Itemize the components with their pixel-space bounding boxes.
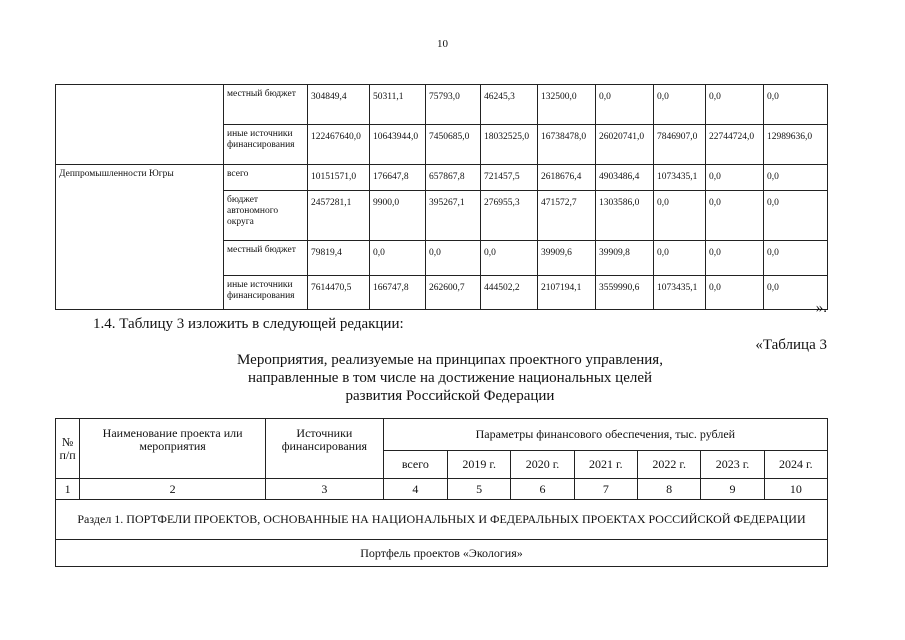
section-title: Раздел 1. ПОРТФЕЛИ ПРОЕКТОВ, ОСНОВАННЫЕ НА НАЦИОНАЛЬНЫХ И ФЕДЕРАЛЬНЫХ ПРОЕКТАХ РОССИЙСКОЙ ФЕДЕРАЦИИ (56, 500, 828, 540)
value-cell: 657867,8 (426, 165, 481, 191)
table-label: «Таблица 3 (755, 337, 827, 353)
value-cell: 304849,4 (308, 85, 370, 125)
header-year: 2024 г. (764, 451, 827, 479)
header-year: 2022 г. (638, 451, 701, 479)
header-year: 2019 г. (448, 451, 511, 479)
value-cell: 0,0 (764, 165, 828, 191)
header-year: 2021 г. (574, 451, 637, 479)
source-cell: бюджет автономного округа (224, 191, 308, 241)
value-cell: 18032525,0 (481, 125, 538, 165)
value-cell: 721457,5 (481, 165, 538, 191)
amendment-item-title: 1.4. Таблицу 3 изложить в следующей редакции: (93, 316, 404, 332)
closing-quote: ». (815, 300, 827, 316)
portfolio-row (56, 540, 828, 567)
value-cell: 1073435,1 (654, 276, 706, 310)
value-cell: 7846907,0 (654, 125, 706, 165)
value-cell: 22744724,0 (706, 125, 764, 165)
value-cell: 9900,0 (370, 191, 426, 241)
table-heading-line: Мероприятия, реализуемые на принципах проектного управления, (237, 352, 663, 368)
column-number: 3 (266, 479, 384, 500)
financing-table-top (55, 84, 828, 310)
value-cell: 39909,6 (538, 241, 596, 276)
header-year: 2023 г. (701, 451, 764, 479)
table-heading (150, 351, 750, 405)
value-cell: 444502,2 (481, 276, 538, 310)
value-cell: 0,0 (706, 85, 764, 125)
value-cell: 0,0 (596, 85, 654, 125)
value-cell: 0,0 (706, 241, 764, 276)
value-cell: 132500,0 (538, 85, 596, 125)
value-cell: 122467640,0 (308, 125, 370, 165)
column-number: 9 (701, 479, 764, 500)
value-cell: 3559990,6 (596, 276, 654, 310)
page-number: 10 (437, 38, 448, 50)
value-cell: 7614470,5 (308, 276, 370, 310)
value-cell: 2107194,1 (538, 276, 596, 310)
value-cell: 0,0 (654, 191, 706, 241)
value-cell: 0,0 (654, 241, 706, 276)
table-heading-line: развития Российской Федерации (345, 388, 555, 404)
value-cell: 471572,7 (538, 191, 596, 241)
value-cell: 46245,3 (481, 85, 538, 125)
value-cell: 0,0 (654, 85, 706, 125)
source-cell: всего (224, 165, 308, 191)
source-cell: иные источники финансирования (224, 276, 308, 310)
source-cell: иные источники финансирования (224, 125, 308, 165)
table-heading-line: направленные в том числе на достижение национальных целей (247, 370, 653, 386)
header-row (56, 419, 828, 451)
value-cell: 26020741,0 (596, 125, 654, 165)
value-cell: 75793,0 (426, 85, 481, 125)
value-cell: 176647,8 (370, 165, 426, 191)
value-cell: 166747,8 (370, 276, 426, 310)
header-params: Параметры финансового обеспечения, тыс. рублей (383, 419, 827, 451)
value-cell: 2618676,4 (538, 165, 596, 191)
value-cell: 0,0 (764, 241, 828, 276)
value-cell: 0,0 (481, 241, 538, 276)
column-number: 6 (511, 479, 574, 500)
column-number: 10 (764, 479, 827, 500)
value-cell: 39909,8 (596, 241, 654, 276)
organization-cell (56, 85, 224, 165)
portfolio-title: Портфель проектов «Экология» (56, 540, 828, 567)
column-number: 1 (56, 479, 80, 500)
table-row (56, 165, 828, 191)
column-number: 7 (574, 479, 637, 500)
header-year: 2020 г. (511, 451, 574, 479)
value-cell: 7450685,0 (426, 125, 481, 165)
value-cell: 0,0 (426, 241, 481, 276)
header-num: № п/п (56, 419, 80, 479)
value-cell: 0,0 (764, 191, 828, 241)
header-sources: Источники финансирования (266, 419, 384, 479)
column-number: 2 (80, 479, 266, 500)
section-row (56, 500, 828, 540)
column-number: 4 (383, 479, 447, 500)
value-cell: 12989636,0 (764, 125, 828, 165)
value-cell: 16738478,0 (538, 125, 596, 165)
column-number: 8 (638, 479, 701, 500)
source-cell: местный бюджет (224, 241, 308, 276)
header-year: всего (383, 451, 447, 479)
value-cell: 1073435,1 (654, 165, 706, 191)
value-cell: 0,0 (706, 276, 764, 310)
value-cell: 262600,7 (426, 276, 481, 310)
projects-table (55, 418, 828, 567)
table-row (56, 85, 828, 125)
value-cell: 4903486,4 (596, 165, 654, 191)
value-cell: 10151571,0 (308, 165, 370, 191)
value-cell: 2457281,1 (308, 191, 370, 241)
value-cell: 0,0 (370, 241, 426, 276)
value-cell: 0,0 (706, 191, 764, 241)
column-number-row (56, 479, 828, 500)
value-cell: 395267,1 (426, 191, 481, 241)
value-cell: 0,0 (764, 85, 828, 125)
value-cell: 276955,3 (481, 191, 538, 241)
value-cell: 1303586,0 (596, 191, 654, 241)
value-cell: 79819,4 (308, 241, 370, 276)
organization-cell: Деппромышленности Югры (56, 165, 224, 310)
value-cell: 0,0 (706, 165, 764, 191)
value-cell: 50311,1 (370, 85, 426, 125)
value-cell: 10643944,0 (370, 125, 426, 165)
column-number: 5 (448, 479, 511, 500)
source-cell: местный бюджет (224, 85, 308, 125)
value-cell: 0,0 (764, 276, 828, 310)
header-name: Наименование проекта или мероприятия (80, 419, 266, 479)
